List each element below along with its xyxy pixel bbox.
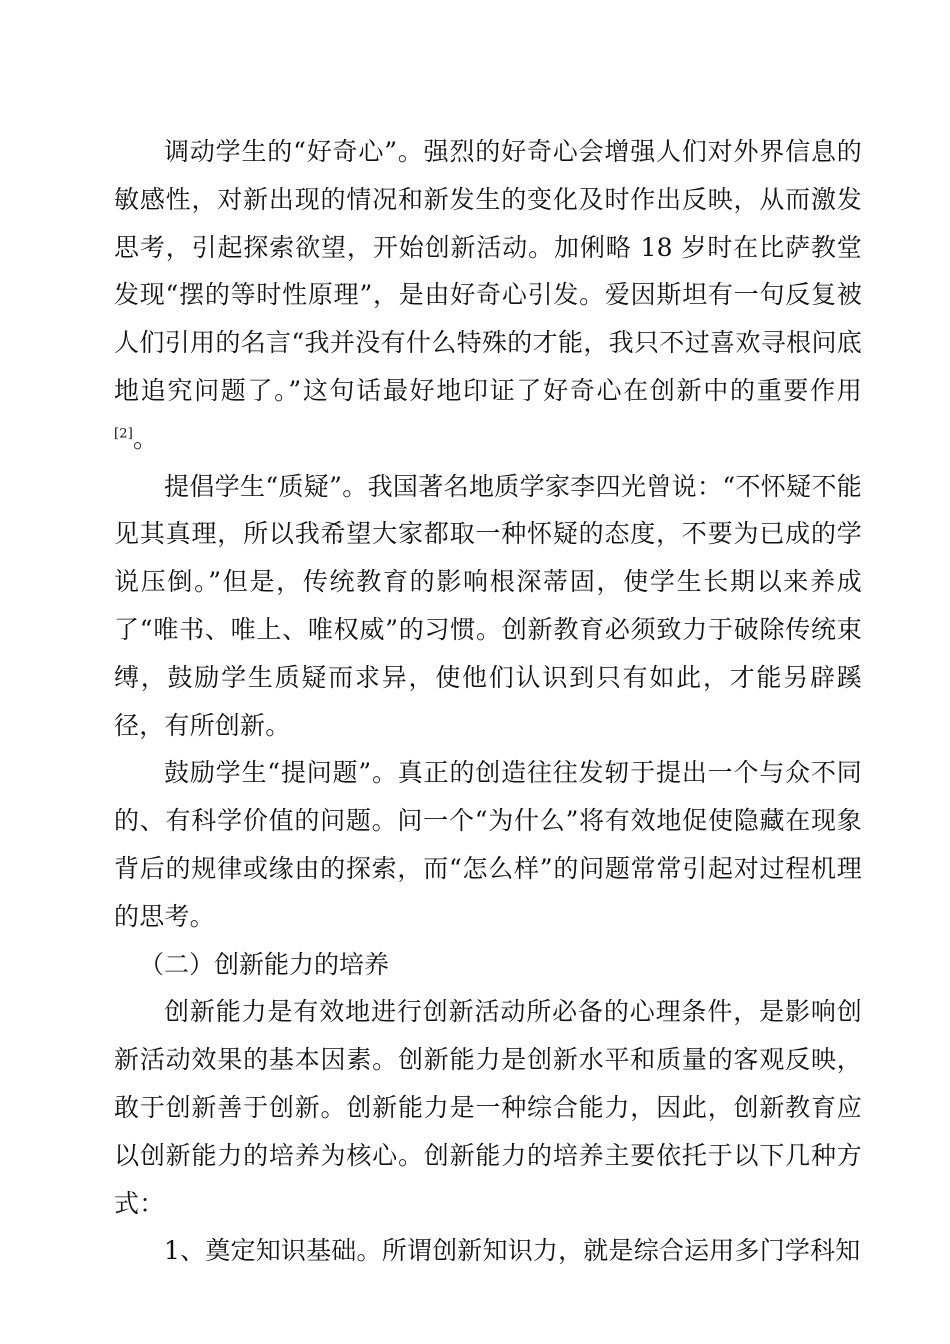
paragraph-asking-questions [114, 749, 862, 940]
paragraph-innovation-ability [114, 988, 862, 1227]
document-body [114, 128, 862, 1275]
section-heading: （二）创新能力的培养 [139, 949, 390, 979]
paragraph-curiosity-text: 调动学生的“好奇心”。强烈的好奇心会增强人们对外界信息的敏感性，对新出现的情况和新发生的变化及时作出反映，从而激发思考，引起探索欲望，开始创新活动。加俐略 18 岁时在比萨教堂发现“摆的等时性原理”，是由好奇心引发。爱因斯坦有一句反复被人们引用的名言“我并没有什么特殊的才能，我只不过喜欢寻根问底地追究问题了。”这句话最好地印证了好奇心在创新中的重要作用 [114, 137, 862, 405]
paragraph-curiosity [114, 128, 862, 463]
paragraph-questioning [114, 463, 862, 750]
paragraph-asking-questions-text: 鼓励学生“提问题”。真正的创造往往发轫于提出一个与众不同的、有科学价值的问题。问一个“为什么”将有效地促使隐藏在现象背后的规律或缘由的探索，而“怎么样”的问题常常引起对过程机理的思考。 [114, 758, 862, 931]
paragraph-knowledge-foundation [114, 1227, 862, 1275]
paragraph-knowledge-foundation-text: 1、奠定知识基础。所谓创新知识力，就是综合运用多门学科知 [164, 1236, 861, 1266]
paragraph-questioning-text: 提倡学生“质疑”。我国著名地质学家李四光曾说：“不怀疑不能见其真理，所以我希望大家都取一种怀疑的态度，不要为已成的学说压倒。”但是，传统教育的影响根深蒂固，使学生长期以来养成了“唯书、唯上、唯权威”的习惯。创新教育必须致力于破除传统束缚，鼓励学生质疑而求异，使他们认识到只有如此，才能另辟蹊径，有所创新。 [114, 471, 862, 740]
paragraph-innovation-ability-text: 创新能力是有效地进行创新活动所必备的心理条件，是影响创新活动效果的基本因素。创新能力是创新水平和质量的客观反映，敢于创新善于创新。创新能力是一种综合能力，因此，创新教育应以创新能力的培养为核心。创新能力的培养主要依托于以下几种方式： [114, 997, 862, 1218]
citation-marker: [2] [114, 426, 134, 442]
paragraph-curiosity-tail: 。 [133, 423, 159, 453]
